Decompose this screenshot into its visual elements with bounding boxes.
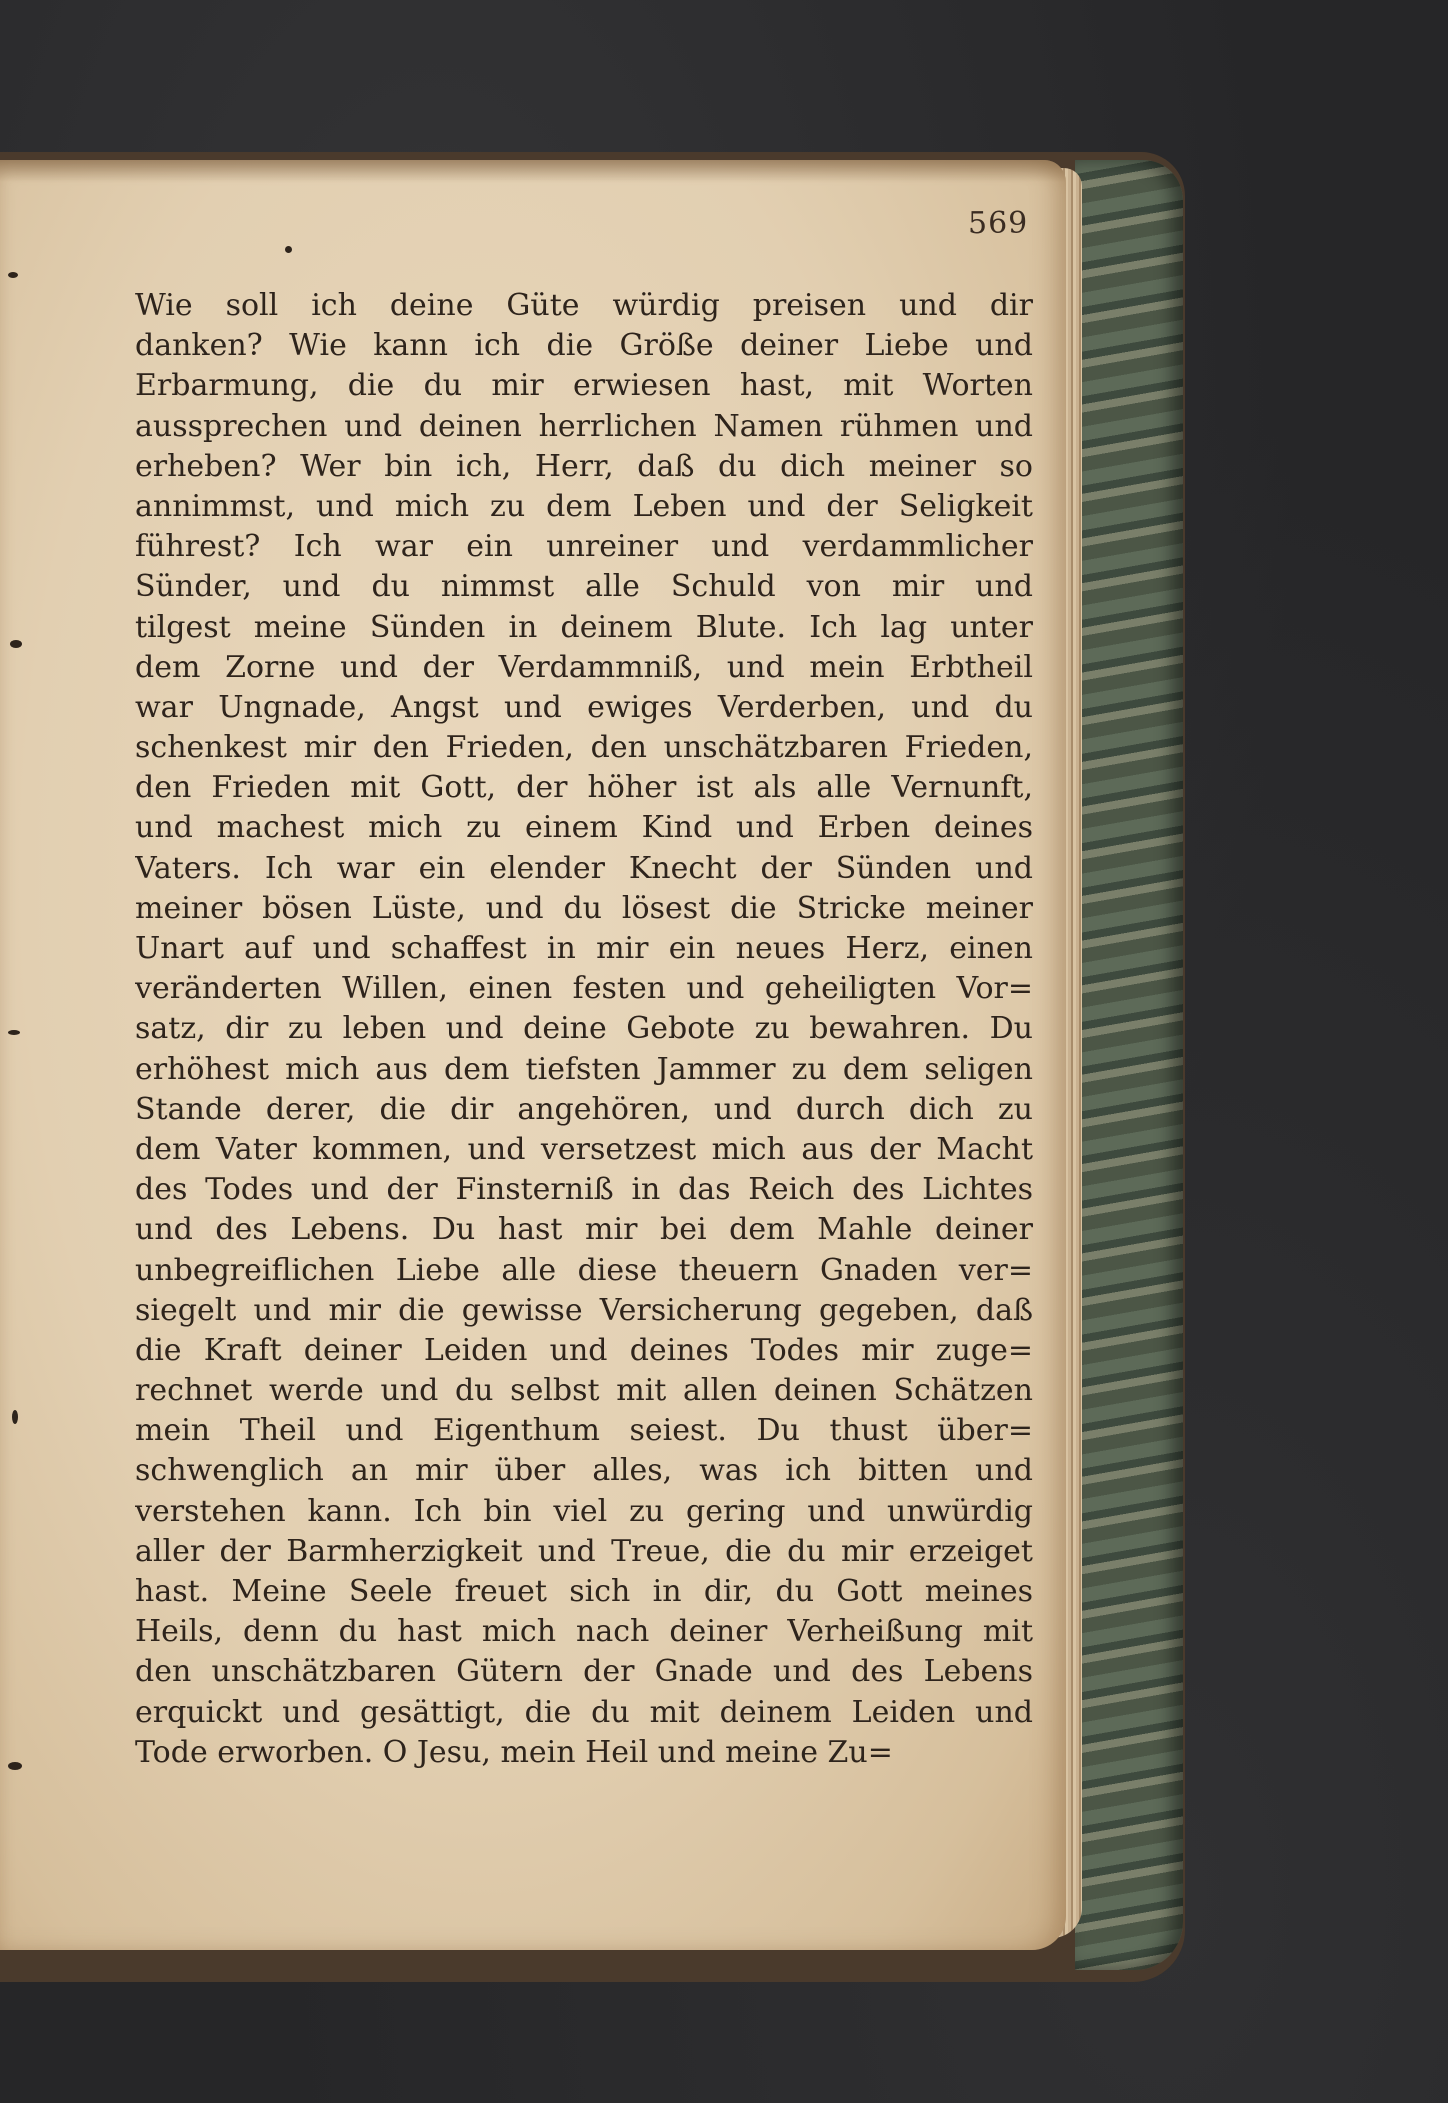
text-line: schwenglich an mir über alles, was ich bitten und: [135, 1453, 1033, 1489]
ink-speck: [8, 272, 18, 278]
text-line: Vaters. Ich war ein elender Knecht der Sünden und: [135, 850, 1033, 886]
text-line: aussprechen und deinen herrlichen Namen rühmen und: [135, 408, 1033, 444]
text-line: die Kraft deiner Leiden und deines Todes mir zuge=: [135, 1332, 1033, 1368]
text-line: hast. Meine Seele freuet sich in dir, du Gott meines: [135, 1574, 1033, 1609]
ink-speck: [10, 640, 22, 648]
text-line: führest? Ich war ein unreiner und verdammlicher: [135, 529, 1033, 565]
text-line: erheben? Wer bin ich, Herr, daß du dich meiner so: [135, 448, 1033, 484]
text-line: siegelt und mir die gewisse Versicherung gegeben, daß: [135, 1292, 1033, 1328]
text-line: Sünder, und du nimmst alle Schuld von mir und: [135, 569, 1033, 605]
text-line: Erbarmung, die du mir erwiesen hast, mit Worten: [135, 368, 1033, 404]
text-line: dem Vater kommen, und versetzest mich aus der Macht: [135, 1131, 1033, 1167]
text-line: satz, dir zu leben und deine Gebote zu bewahren. Du: [135, 1011, 1033, 1047]
text-line: erquickt und gesättigt, die du mit deinem Leiden und: [135, 1694, 1033, 1730]
text-line: des Todes und der Finsterniß in das Reich des Lichtes: [135, 1172, 1033, 1208]
text-line: Tode erworben. O Jesu, mein Heil und meine Zu=: [135, 1734, 893, 1770]
page-top-shadow: [0, 160, 1066, 182]
text-line: verstehen kann. Ich bin viel zu gering und unwürdig: [135, 1493, 1033, 1529]
text-line: war Ungnade, Angst und ewiges Verderben, und du: [135, 689, 1033, 725]
text-line: erhöhest mich aus dem tiefsten Jammer zu dem seligen: [135, 1051, 1033, 1087]
text-line: unbegreiflichen Liebe alle diese theuern Gnaden ver=: [135, 1252, 1033, 1288]
text-line: mein Theil und Eigenthum seiest. Du thust über=: [135, 1413, 1033, 1449]
text-line: veränderten Willen, einen festen und geheiligten Vor=: [135, 971, 1033, 1007]
marbled-cover-edge: [1075, 160, 1183, 1970]
text-line: den unschätzbaren Gütern der Gnade und des Lebens: [135, 1654, 1033, 1690]
text-line: Heils, denn du hast mich nach deiner Verheißung mit: [135, 1614, 1033, 1650]
ink-speck: [12, 1410, 18, 1424]
text-line: und machest mich zu einem Kind und Erben deines: [135, 810, 1033, 846]
ink-speck: [8, 1762, 22, 1770]
ink-speck: [8, 1030, 20, 1035]
text-line: annimmst, und mich zu dem Leben und der Seligkeit: [135, 488, 1033, 524]
text-line: meiner bösen Lüste, und du lösest die Stricke meiner: [135, 890, 1033, 926]
text-line: aller der Barmherzigkeit und Treue, die du mir erzeiget: [135, 1533, 1033, 1569]
text-line: und des Lebens. Du hast mir bei dem Mahle deiner: [135, 1212, 1033, 1248]
text-line: rechnet werde und du selbst mit allen deinen Schätzen: [135, 1373, 1033, 1409]
text-line: Wie soll ich deine Güte würdig preisen und dir: [135, 288, 1033, 323]
body-text: [135, 286, 1033, 1773]
page-number: 569: [968, 206, 1029, 241]
text-line: schenkest mir den Frieden, den unschätzbaren Frieden,: [135, 730, 1033, 766]
text-line: Unart auf und schaffest in mir ein neues Herz, einen: [135, 931, 1033, 966]
text-line: tilgest meine Sünden in deinem Blute. Ich lag unter: [135, 609, 1033, 645]
ink-speck: [285, 246, 292, 253]
text-line: den Frieden mit Gott, der höher ist als alle Vernunft,: [135, 770, 1033, 806]
text-line: danken? Wie kann ich die Größe deiner Liebe und: [135, 328, 1033, 364]
text-line: dem Zorne und der Verdammniß, und mein Erbtheil: [135, 649, 1033, 685]
text-line: Stande derer, die dir angehören, und durch dich zu: [135, 1091, 1033, 1127]
